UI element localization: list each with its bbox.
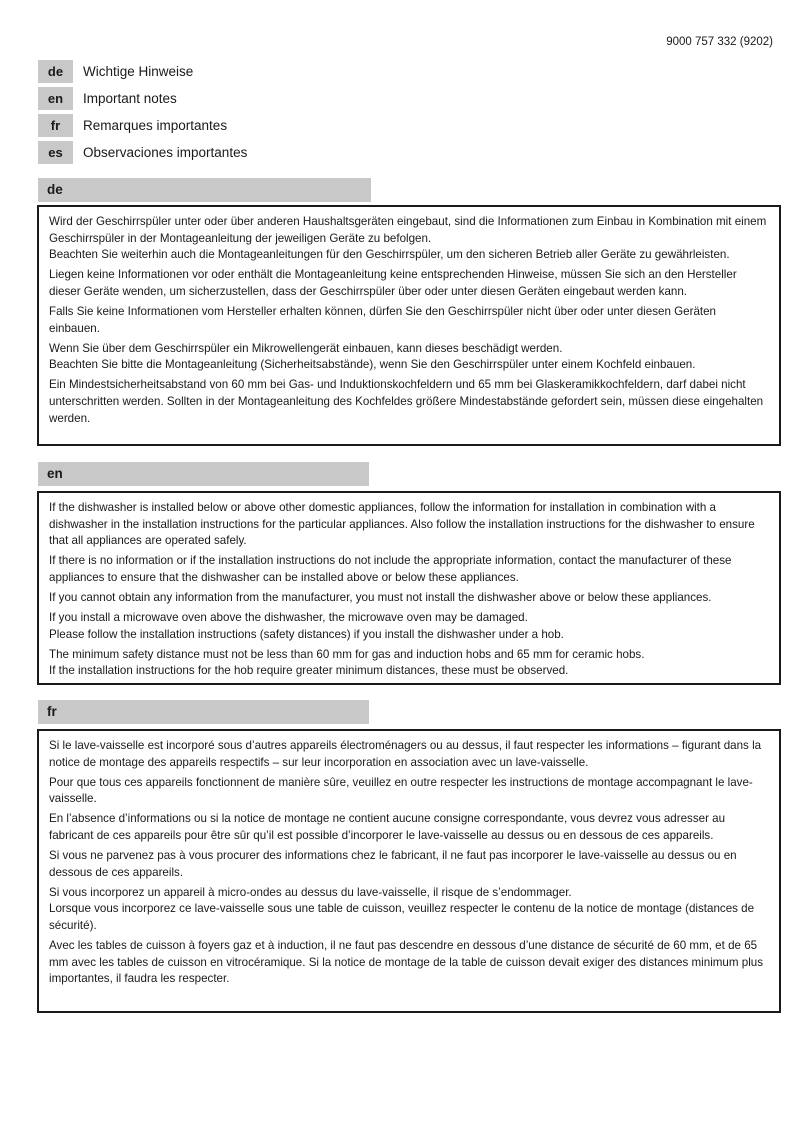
paragraph: Si vous ne parvenez pas à vous procurer des informations chez le fabricant, il ne faut pas incorporer le lave-vaisselle au dessus ou en dessous de ces appareils.	[49, 849, 737, 879]
paragraph: Ein Mindestsicherheitsabstand von 60 mm bei Gas- und Induktionskochfeldern und 65 mm bei Glaskeramikkochfeldern, darf dabei nicht unterschritten werden. Sollten in der Montageanleitung des Kochfeldes größere Mindestabstände gefordert sein, müssen diese eingehalten werden.	[49, 378, 764, 425]
section-header-fr: fr	[38, 700, 369, 724]
paragraph: Falls Sie keine Informationen vom Hersteller erhalten können, dürfen Sie den Geschirrspüler nicht über oder unter diesen Geräten einbauen.	[49, 304, 717, 335]
paragraph: If you cannot obtain any information from the manufacturer, you must not install the dishwasher above or below these appliances.	[49, 590, 712, 604]
paragraph: If the dishwasher is installed below or above other domestic appliances, follow the information for installation in combination with a dishwasher in the installation instructions for the particular appliances. Also follow the installation instructions for the dishwasher to ensure that all appliances are operated safely.	[49, 501, 755, 548]
language-title-fr: Remarques importantes	[83, 118, 228, 133]
paragraph: The minimum safety distance must not be less than 60 mm for gas and induction hobs and 65 mm for ceramic hobs. If the installation instructions for the hob require greater minimum distances, these must be observed.	[49, 647, 645, 678]
section-header-en: en	[38, 462, 369, 486]
language-code-fr: fr	[38, 114, 73, 137]
paragraph: Si vous incorporez un appareil à micro-ondes au dessus du lave-vaisselle, il risque de s’endommager. Lorsque vous incorporez ce lave-vaisselle sous une table de cuisson, veuillez respecter le contenu de la notice de montage (distances de sécurité).	[49, 885, 755, 932]
language-row-fr	[38, 114, 247, 137]
language-code-de: de	[38, 60, 73, 83]
document-number: 9000 757 332 (9202)	[666, 36, 773, 48]
section-header-de: de	[38, 178, 371, 202]
language-row-de	[38, 60, 247, 83]
section-box-fr	[37, 729, 781, 1013]
paragraph: Liegen keine Informationen vor oder enthält die Montageanleitung keine entsprechenden Hinweise, müssen Sie sich an den Hersteller dieser Geräte wenden, um sicherzustellen, dass der Geschirrspüler über oder unter diesen Geräten eingebaut werden kann.	[49, 268, 737, 298]
paragraph: Wird der Geschirrspüler unter oder über anderen Haushaltsgeräten eingebaut, sind die Informationen zum Einbau in Kombination mit einem Geschirrspüler in der Montageanleitung der jeweiligen Geräte zu befolgen. Beachten Sie weiterhin auch die Montageanleitungen für den Geschirrspüler, um den sicheren Betrieb aller Geräte zu gewährleisten.	[49, 215, 767, 262]
paragraph: If you install a microwave oven above the dishwasher, the microwave oven may be damaged. Please follow the installation instructions (safety distances) if you install the dishwasher under a hob.	[49, 611, 564, 641]
paragraph: Avec les tables de cuisson à foyers gaz et à induction, il ne faut pas descendre en dessous d’une distance de sécurité de 60 mm, et de 65 mm avec les tables de cuisson en vitrocéramique. Si la notice de montage de la table de cuisson devait exiger des distances minimum plus importantes, il faudra les respecter.	[49, 939, 764, 986]
section-box-en	[37, 491, 781, 685]
language-title-es: Observaciones importantes	[83, 145, 248, 160]
language-index	[38, 60, 247, 168]
paragraph: En l’absence d’informations ou si la notice de montage ne contient aucune consigne correspondante, vous devrez vous adresser au fabricant de ces appareils pour être sûr qu’il est possible d’incorporer le lave-vaisselle au dessus ou en dessous de ces appareils.	[49, 812, 726, 842]
language-row-en	[38, 87, 247, 110]
paragraph: If there is no information or if the installation instructions do not include the appropriate information, contact the manufacturer of these appliances to ensure that the dishwasher can be installed above or below these appliances.	[49, 554, 732, 584]
paragraph: Pour que tous ces appareils fonctionnent de manière sûre, veuillez en outre respecter les instructions de montage accompagnant le lave-vaisselle.	[49, 775, 753, 806]
section-box-de	[37, 205, 781, 446]
language-code-es: es	[38, 141, 73, 164]
paragraph: Si le lave-vaisselle est incorporé sous d’autres appareils électroménagers ou au dessus, il faut respecter les informations – figurant dans la notice de montage des appareils respectifs – sur leur incorporation en association avec un lave-vaisselle.	[49, 739, 762, 769]
language-title-en: Important notes	[83, 91, 177, 106]
language-code-en: en	[38, 87, 73, 110]
language-row-es	[38, 141, 247, 164]
paragraph: Wenn Sie über dem Geschirrspüler ein Mikrowellengerät einbauen, kann dieses beschädigt werden. Beachten Sie bitte die Montageanleitung (Sicherheitsabstände), wenn Sie den Geschirrspüler unter einem Kochfeld einbauen.	[49, 341, 696, 372]
language-title-de: Wichtige Hinweise	[83, 64, 194, 79]
